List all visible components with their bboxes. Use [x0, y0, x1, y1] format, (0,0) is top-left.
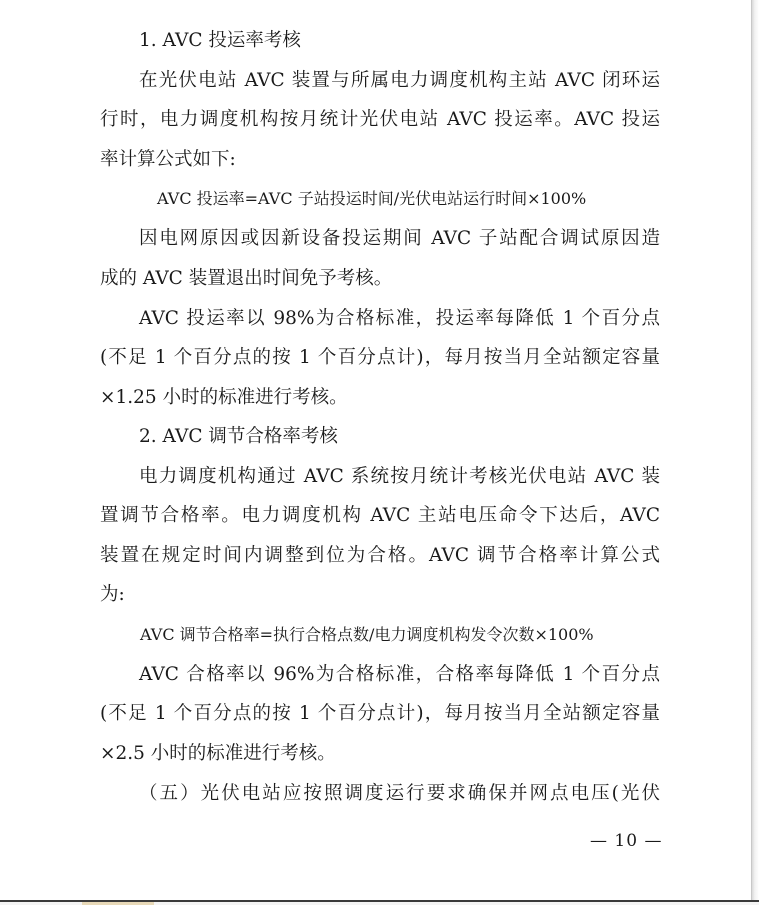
paragraph-line: (不足 1 个百分点的按 1 个百分点计)，每月按当月全站额定容量 [100, 703, 660, 724]
paragraph-line: AVC 投运率以 98%为合格标准，投运率每降低 1 个百分点 [139, 308, 660, 329]
heading-avc-regulation-rate: 2. AVC 调节合格率考核 [139, 426, 338, 447]
paragraph-line: AVC 合格率以 96%为合格标准，合格率每降低 1 个百分点 [139, 664, 660, 685]
heading-avc-commissioning-rate: 1. AVC 投运率考核 [139, 30, 301, 51]
paragraph-line: 成的 AVC 装置退出时间免予考核。 [100, 268, 393, 289]
bottom-rule [0, 900, 759, 902]
paragraph-line: (不足 1 个百分点的按 1 个百分点计)，每月按当月全站额定容量 [100, 347, 660, 368]
paragraph-line: 装置在规定时间内调整到位为合格。AVC 调节合格率计算公式 [100, 545, 660, 566]
page-number: — 10 — [590, 831, 663, 851]
paragraph-line: 因电网原因或因新设备投运期间 AVC 子站配合调试原因造 [139, 228, 660, 249]
paragraph-line: ×1.25 小时的标准进行考核。 [100, 387, 348, 408]
paragraph-line: ×2.5 小时的标准进行考核。 [100, 743, 336, 764]
paragraph-line: 在光伏电站 AVC 装置与所属电力调度机构主站 AVC 闭环运 [139, 70, 660, 91]
paragraph-line: （五）光伏电站应按照调度运行要求确保并网点电压(光伏 [139, 783, 660, 804]
paragraph-line: 为: [100, 584, 125, 605]
formula-avc-regulation-rate: AVC 调节合格率=执行合格点数/电力调度机构发令次数×100% [140, 625, 594, 644]
formula-avc-commissioning-rate: AVC 投运率=AVC 子站投运时间/光伏电站运行时间×100% [157, 189, 587, 208]
paragraph-line: 置调节合格率。电力调度机构 AVC 主站电压命令下达后，AVC [100, 505, 660, 526]
page-edge-shadow [751, 0, 759, 905]
paragraph-line: 电力调度机构通过 AVC 系统按月统计考核光伏电站 AVC 装 [139, 466, 660, 487]
paragraph-line: 行时，电力调度机构按月统计光伏电站 AVC 投运率。AVC 投运 [100, 109, 660, 130]
paragraph-line: 率计算公式如下: [100, 149, 236, 170]
